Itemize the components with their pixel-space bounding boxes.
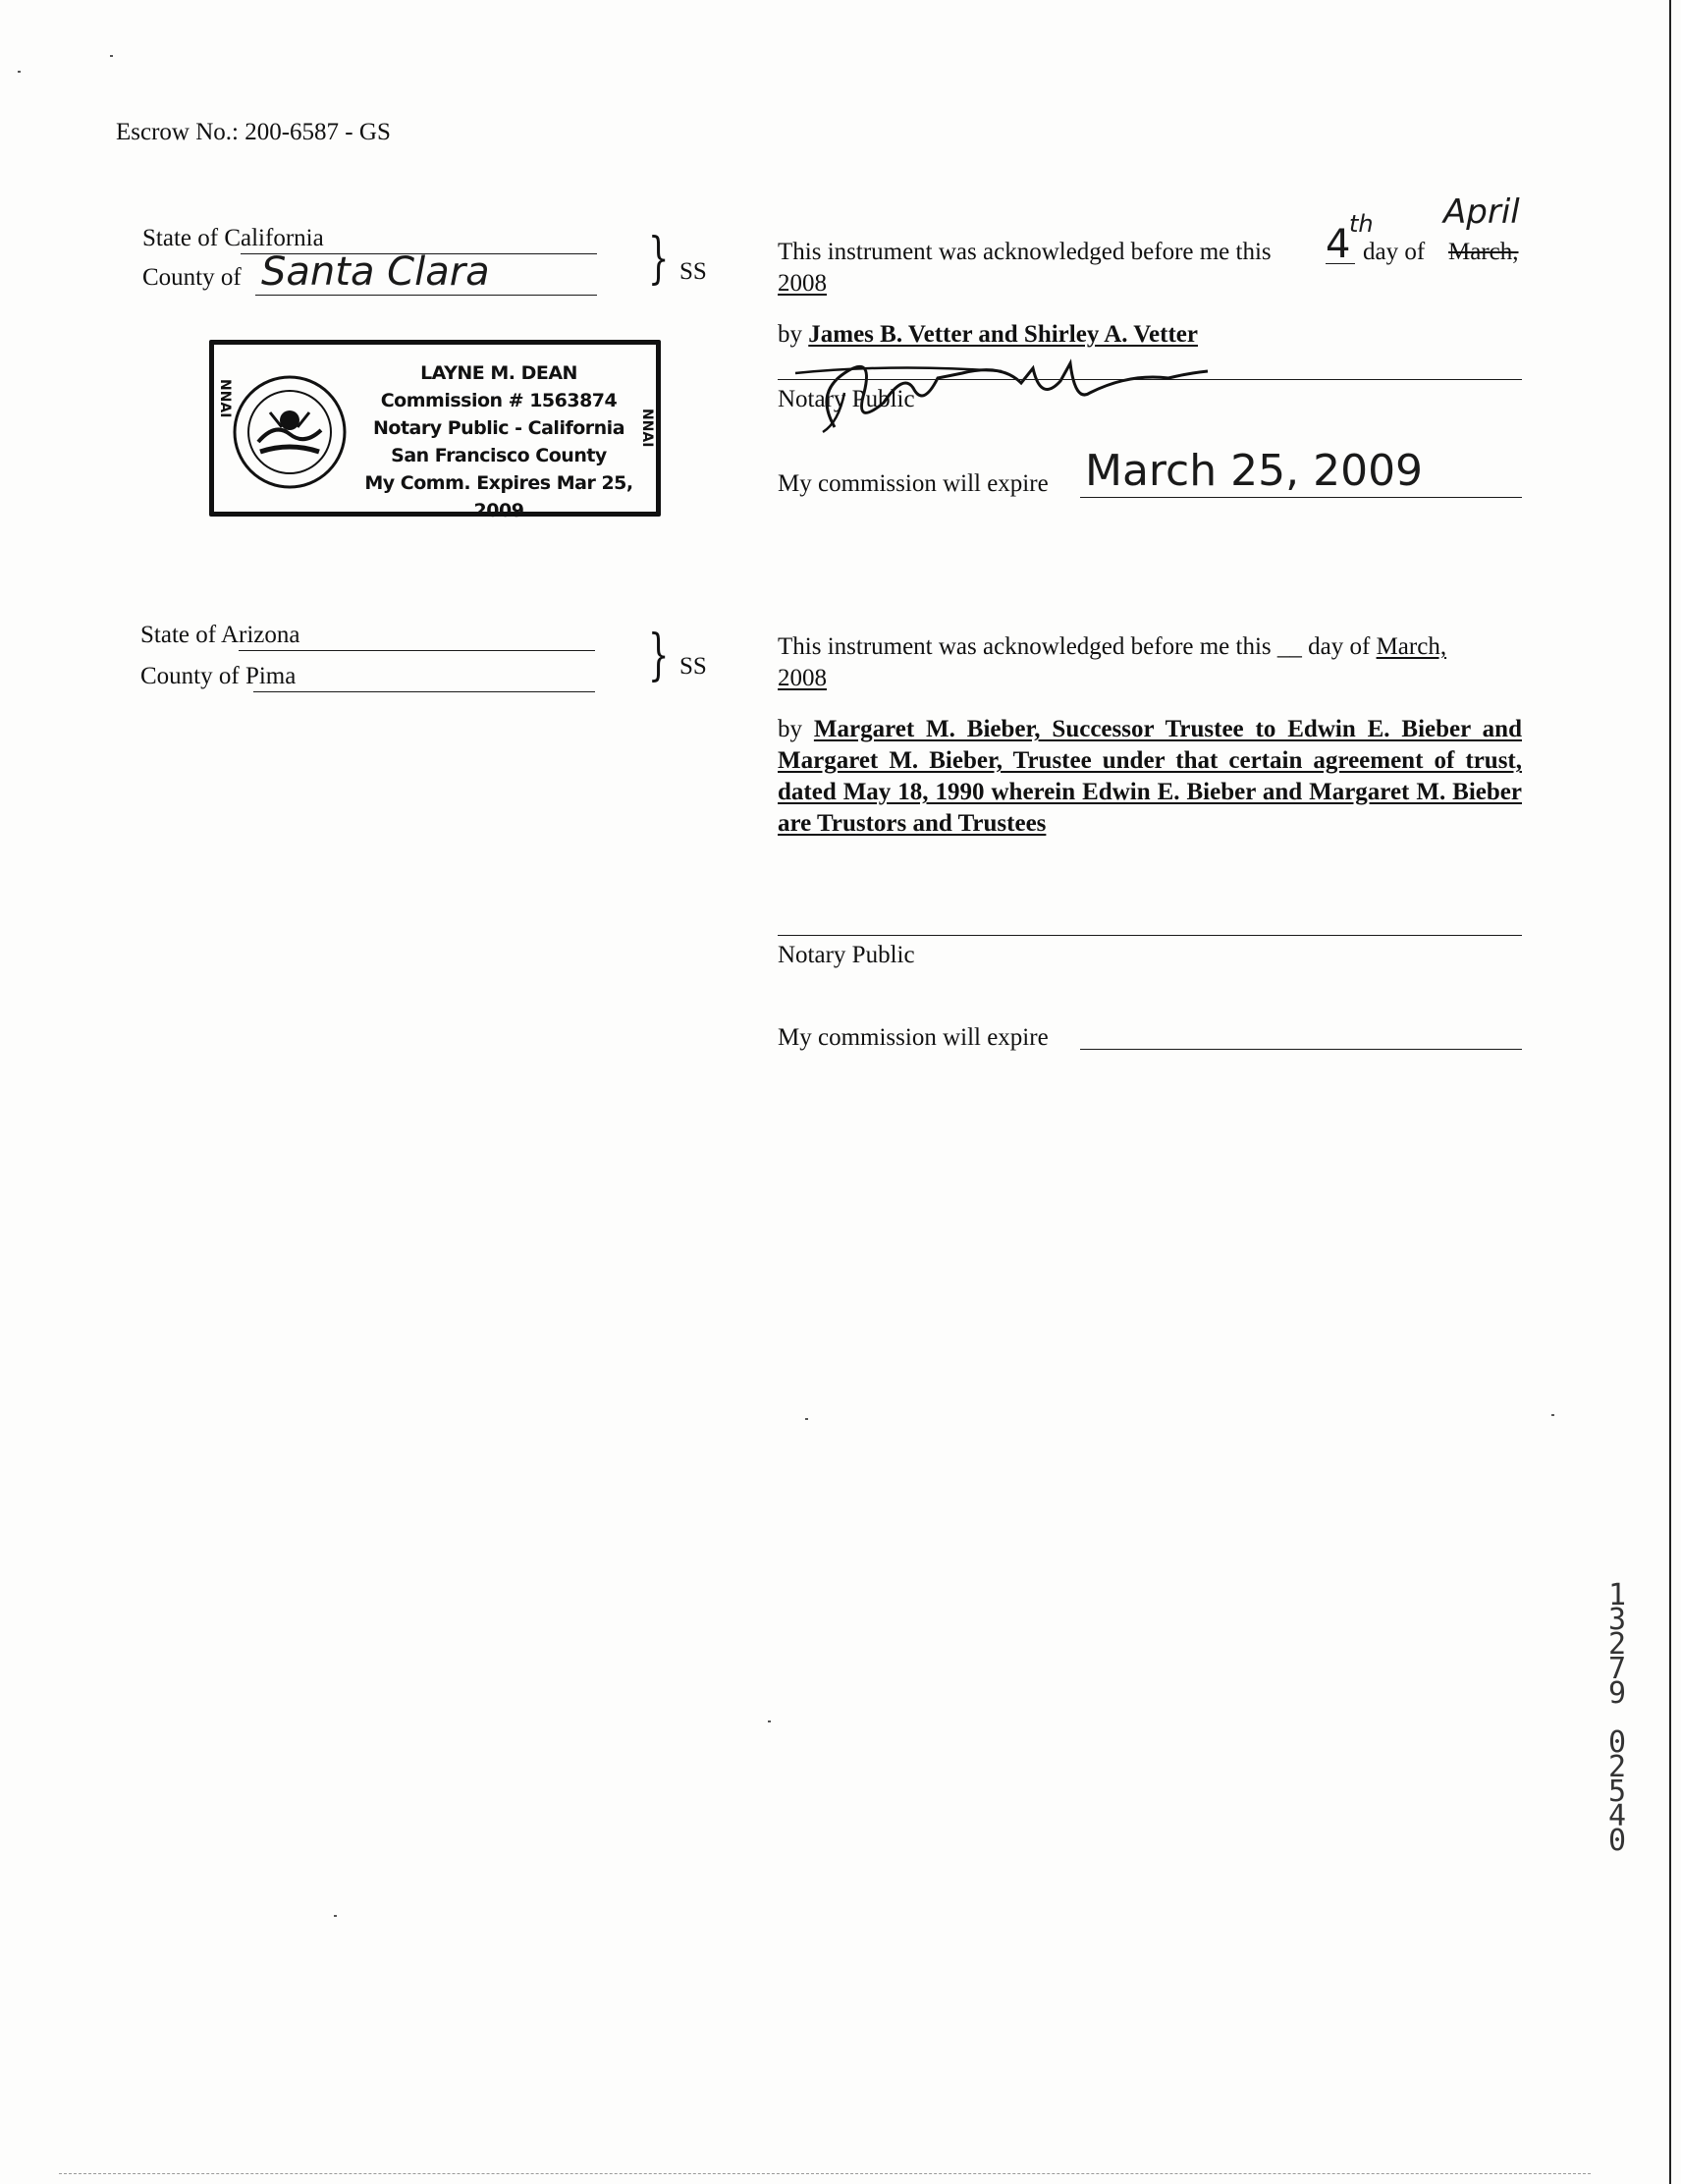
state-seal-icon bbox=[231, 373, 349, 491]
side-digit: 4 bbox=[1607, 1799, 1627, 1833]
state-label: State of bbox=[142, 225, 219, 251]
state-value: California bbox=[224, 225, 324, 251]
scan-speck bbox=[768, 1720, 771, 1722]
ack-text: This instrument was acknowledged before me this bbox=[778, 239, 1272, 265]
side-digit: 2 bbox=[1607, 1627, 1627, 1662]
scan-bottom-edge bbox=[59, 2173, 1591, 2174]
state-rule-2 bbox=[239, 650, 595, 651]
escrow-number: 200-6587 - GS bbox=[244, 119, 391, 145]
escrow-label: Escrow No.: bbox=[116, 119, 239, 145]
brace-1: } bbox=[648, 227, 670, 291]
side-digit: 1 bbox=[1607, 1578, 1627, 1612]
county-label-1: County of bbox=[142, 264, 242, 291]
ack-line-2 bbox=[778, 632, 1446, 662]
stamp-expires: My Comm. Expires Mar 25, 2009 bbox=[364, 472, 633, 521]
scan-speck bbox=[18, 71, 21, 73]
notary-stamp bbox=[209, 340, 659, 521]
county-value-2: Pima bbox=[244, 663, 297, 689]
county-handwritten: Santa Clara bbox=[261, 249, 490, 295]
scan-edge bbox=[1669, 0, 1671, 2184]
scan-speck bbox=[1551, 1414, 1554, 1416]
stamp-text bbox=[352, 359, 646, 524]
day-of-1: day of bbox=[1363, 239, 1426, 265]
state-label-2: State of bbox=[140, 622, 217, 648]
side-digit: 7 bbox=[1607, 1652, 1627, 1686]
month-handwritten: April bbox=[1443, 192, 1520, 232]
stamp-side-label-right: NNAI bbox=[639, 409, 655, 448]
ack-line-1 bbox=[778, 238, 1272, 267]
notary-label-1: Notary Public bbox=[778, 386, 915, 412]
by-paragraph-2 bbox=[778, 714, 1522, 840]
county-rule-2 bbox=[253, 691, 595, 692]
by-names: James B. Vetter and Shirley A. Vetter bbox=[808, 321, 1198, 348]
stamp-commission: Commission # 1563874 bbox=[380, 390, 618, 411]
side-digit: 3 bbox=[1607, 1603, 1627, 1637]
county-rule bbox=[255, 295, 597, 296]
state-line-2 bbox=[140, 621, 299, 650]
side-digit: 9 bbox=[1607, 1676, 1627, 1711]
brace-2: } bbox=[648, 624, 670, 687]
commission-rule-2 bbox=[1080, 1049, 1522, 1050]
scan-speck bbox=[334, 1915, 337, 1917]
stamp-title: Notary Public - California bbox=[372, 417, 625, 439]
side-digit: 0 bbox=[1607, 1824, 1627, 1858]
month-struck: March, bbox=[1448, 239, 1519, 265]
commission-handwritten: March 25, 2009 bbox=[1085, 446, 1424, 496]
side-document-number bbox=[1602, 1578, 1632, 1858]
year-2: 2008 bbox=[778, 665, 827, 691]
county-label-2: County of bbox=[140, 663, 240, 689]
side-digit: 5 bbox=[1607, 1774, 1627, 1809]
by-label-2: by bbox=[778, 716, 802, 742]
scan-speck bbox=[110, 55, 113, 57]
notary-label-2: Notary Public bbox=[778, 942, 915, 968]
signature-rule-1 bbox=[778, 379, 1522, 380]
stamp-county: San Francisco County bbox=[391, 445, 607, 466]
county-line-2 bbox=[140, 662, 296, 691]
commission-label-1: My commission will expire bbox=[778, 470, 1049, 497]
ack-text-2: This instrument was acknowledged before me this __ day of bbox=[778, 633, 1371, 660]
month-2: March, bbox=[1376, 633, 1447, 660]
commission-rule-1 bbox=[1080, 497, 1522, 498]
stamp-name: LAYNE M. DEAN bbox=[420, 362, 577, 384]
scan-speck bbox=[805, 1418, 808, 1420]
ss-1: SS bbox=[679, 258, 707, 285]
escrow-line bbox=[116, 118, 391, 147]
signature-rule-2 bbox=[778, 935, 1522, 936]
ss-2: SS bbox=[679, 653, 707, 680]
stamp-side-label-left: NNAI bbox=[217, 379, 233, 418]
year-1: 2008 bbox=[778, 270, 827, 297]
side-digit: 2 bbox=[1607, 1750, 1627, 1784]
commission-label-2: My commission will expire bbox=[778, 1024, 1049, 1051]
day-rule bbox=[1326, 263, 1355, 264]
by-text-2: Margaret M. Bieber, Successor Trustee to Edwin E. Bieber and Margaret M. Bieber, Trustee under that certain agreement of trust, dated May 18, 1990 wherein Edwin E. Bieber and Margaret M. Bieber are Trustors and Trustees bbox=[778, 716, 1522, 837]
day-suffix-handwritten: th bbox=[1349, 210, 1374, 238]
day-handwritten: 4 bbox=[1326, 222, 1351, 267]
state-value-2: Arizona bbox=[220, 622, 300, 648]
side-digit: 0 bbox=[1607, 1725, 1627, 1760]
by-label: by bbox=[778, 321, 802, 348]
